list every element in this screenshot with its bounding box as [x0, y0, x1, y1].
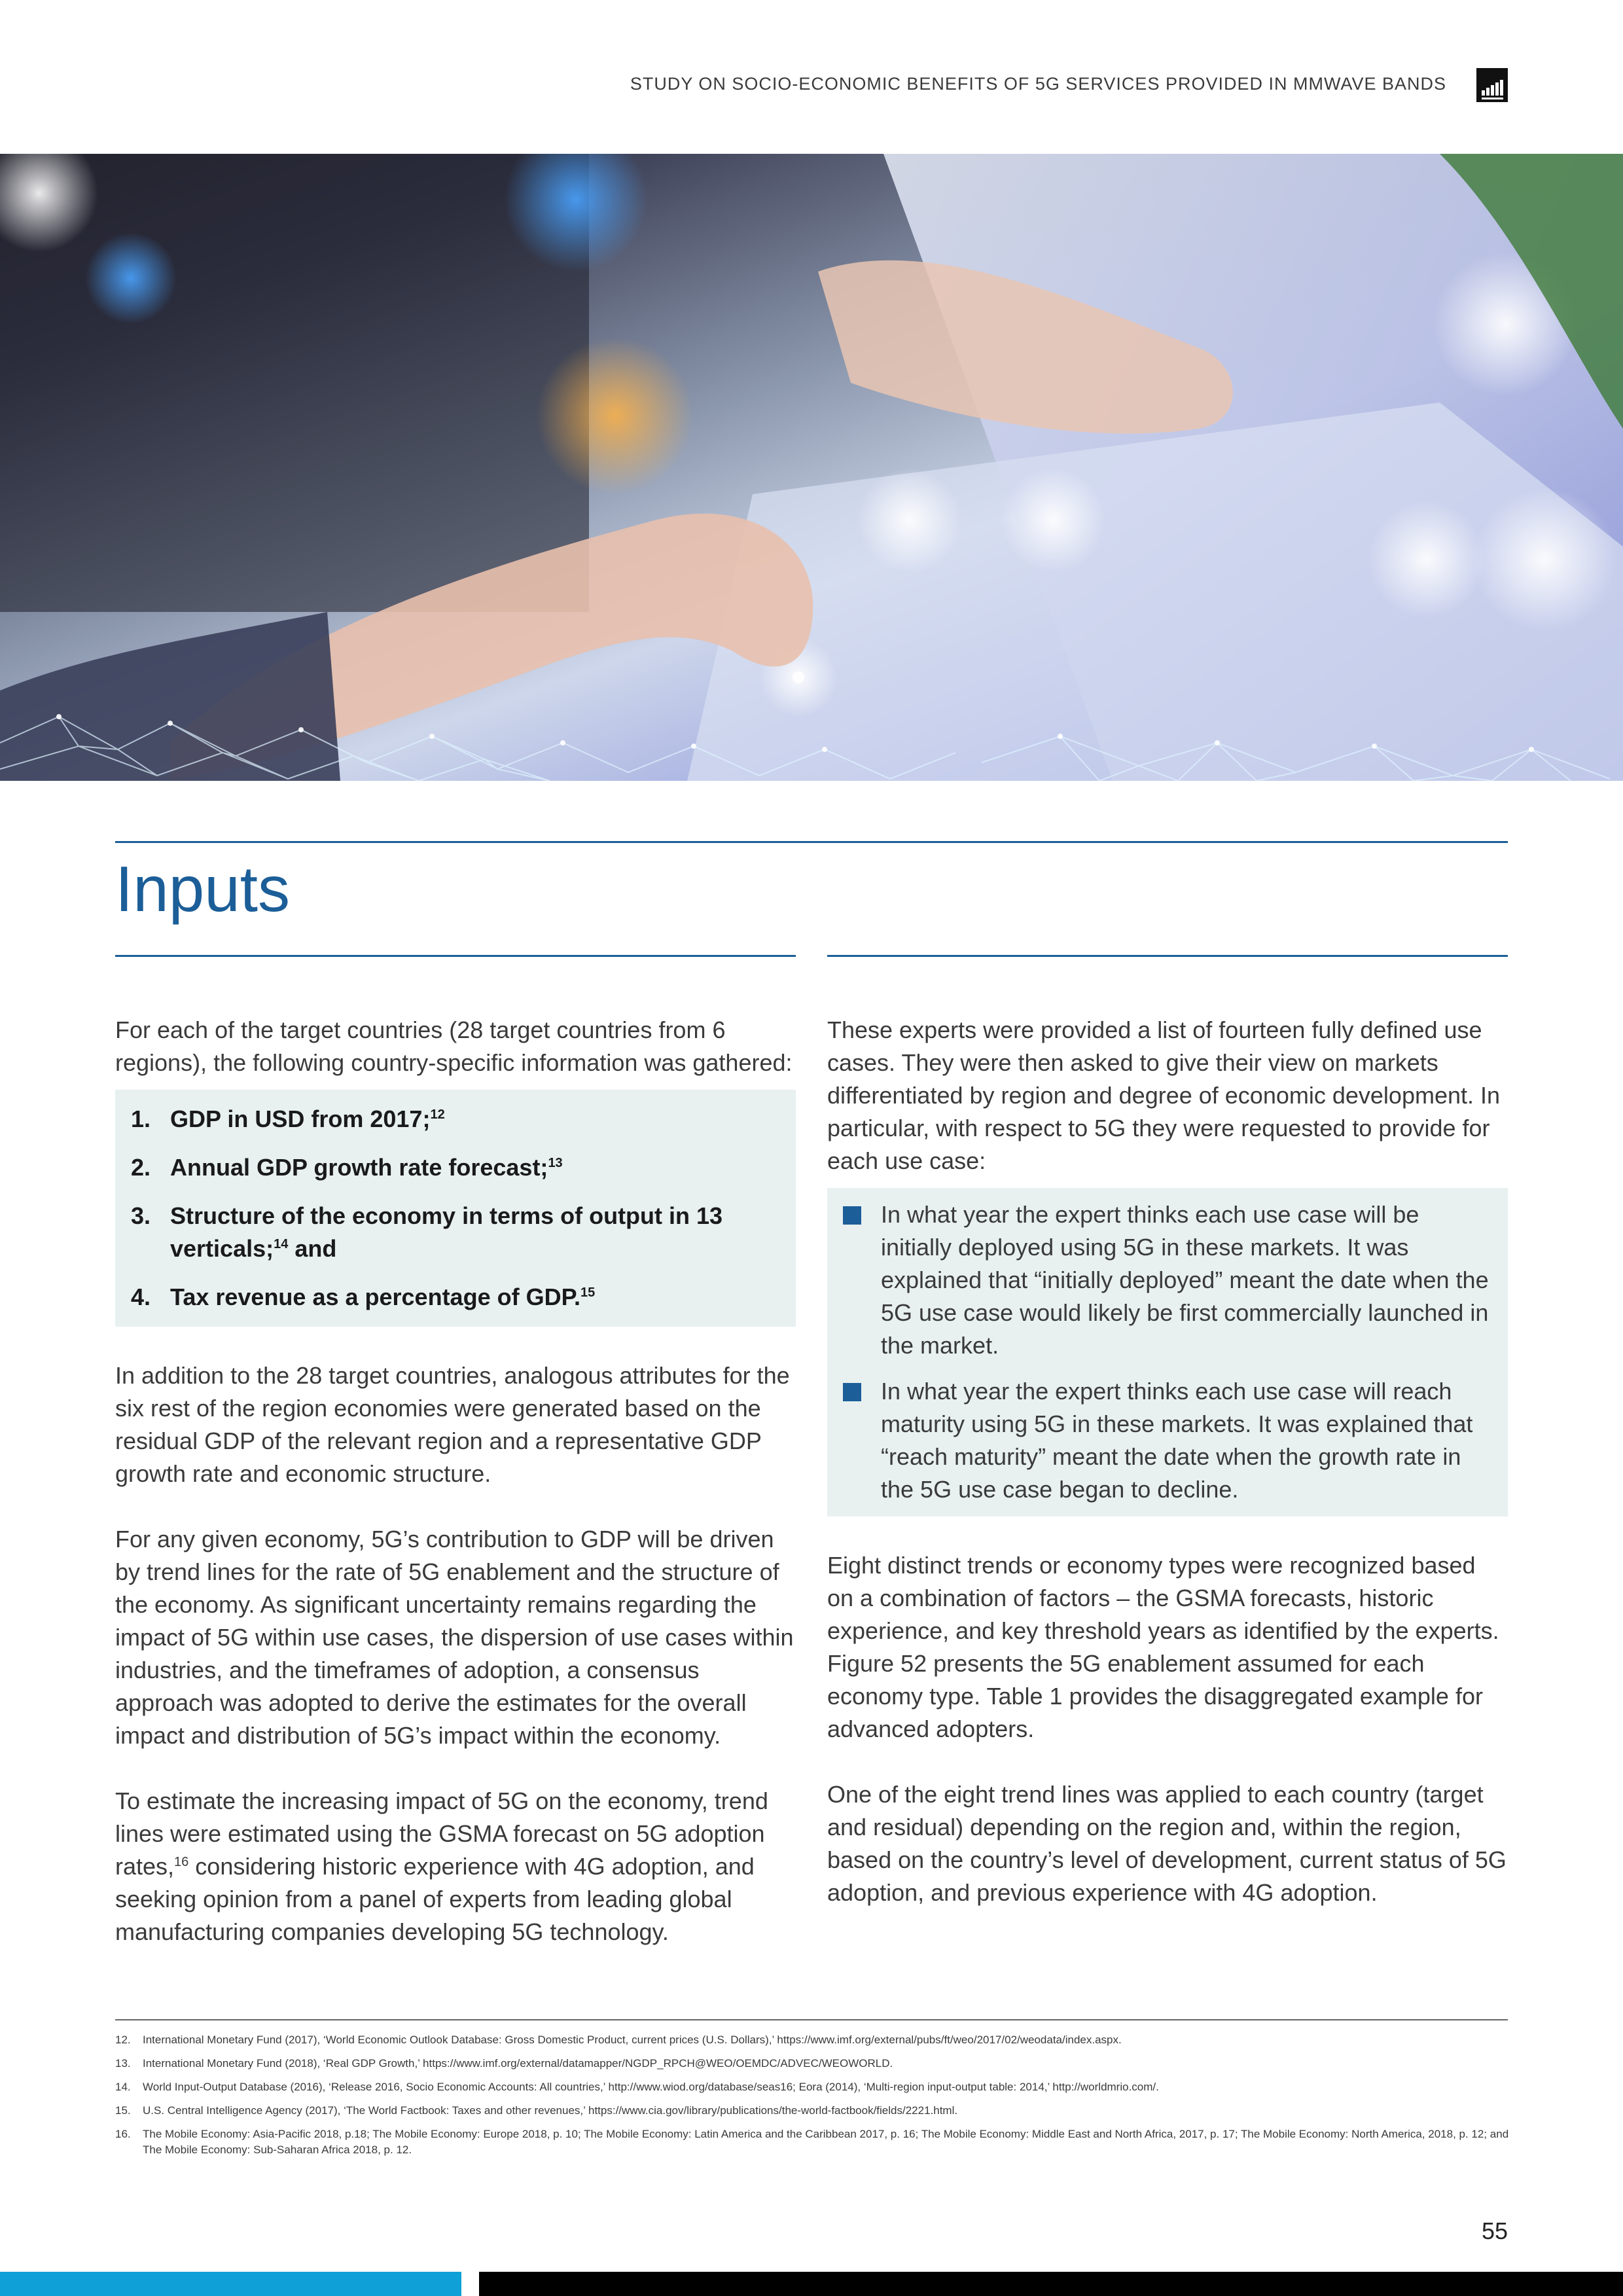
footnote-text: International Monetary Fund (2017), ‘World Economic Outlook Database: Gross Domestic Product, current prices (U.S. Dollars),’ https://www.imf.org/external/pubs/ft/weo/2017/02/weodata/index.aspx. [143, 2034, 1122, 2046]
section-title: Inputs [115, 853, 290, 925]
list-text-tail: and [288, 1235, 337, 1262]
bottom-bar-black [479, 2272, 1623, 2296]
square-bullet-icon [843, 1383, 861, 1401]
list-item [843, 1198, 1492, 1362]
bullet-list [843, 1198, 1492, 1506]
hero-photo-hands-typing-icon [0, 154, 1623, 781]
left-paragraph-1: For each of the target countries (28 target countries from 6 regions), the following country-specific information was gathered: [115, 1016, 793, 1076]
paragraph-text: considering historic experience with 4G adoption, and seeking opinion from a panel of experts from leading global manufacturing companies developing 5G technology. [115, 1853, 755, 1945]
footnote-number: 16. [115, 2128, 131, 2140]
page-number: 55 [1481, 2217, 1508, 2244]
footnote-ref: 13 [548, 1156, 563, 1170]
footnote-text: World Input-Output Database (2016), ‘Release 2016, Socio Economic Accounts: All countries,’ http://www.wiod.org/database/seas16; Eora (2014), ‘Multi-region input-output table: 2014,’ http://worldmrio.com/. [143, 2081, 1159, 2093]
right-paragraph-1: These experts were provided a list of fourteen fully defined use cases. They were then asked to give their view on markets differentiated by region and degree of economic development. In particular, with respect to 5G they were requested to provide for each use case: [827, 1016, 1501, 1174]
list-text: Structure of the economy in terms of output in 13 verticals; [170, 1202, 723, 1262]
numbered-list [131, 1103, 780, 1314]
paragraph-text: To estimate the increasing impact of 5G on the economy, trend lines were estimated using the GSMA forecast on 5G adoption rates, [115, 1787, 768, 1880]
list-item [131, 1200, 780, 1265]
bullet-list-box [827, 1188, 1508, 1516]
footnote-text: U.S. Central Intelligence Agency (2017), ‘The World Factbook: Taxes and other revenues,’ https://www.cia.gov/library/publications/the-world-factbook/fields/2221.html. [143, 2104, 958, 2117]
bullet-text: In what year the expert thinks each use case will be initially deployed using 5G in these markets. It was explained that “initially deployed” meant the date when the 5G use case would likely be first commercially launched in the market. [881, 1201, 1489, 1359]
footnote-ref: 16 [174, 1855, 189, 1869]
footnote-number: 14. [115, 2081, 131, 2093]
right-column-rule [827, 955, 1508, 957]
gsma-logo-icon [1476, 68, 1508, 102]
list-text: GDP in USD from 2017; [170, 1105, 431, 1132]
footnote [115, 2032, 1509, 2048]
list-item [131, 1281, 780, 1314]
numbered-list-box [115, 1090, 796, 1327]
left-column-rule [115, 955, 796, 957]
list-item [131, 1103, 780, 1136]
left-paragraph-4 [115, 1785, 796, 1948]
list-number: 2. [131, 1154, 151, 1181]
list-text: Tax revenue as a percentage of GDP. [170, 1283, 580, 1310]
footnote-ref: 12 [430, 1107, 445, 1122]
footnote-text: The Mobile Economy: Asia-Pacific 2018, p.18; The Mobile Economy: Europe 2018, p. 10; The Mobile Economy: Latin America and the Caribbean 2017, p. 16; The Mobile Economy: Middle East and North Africa, 2017, p. 17; The Mobile Economy: North America, 2018, p. 12; and The Mobile Economy: Sub-Saharan Africa 2018, p. 12. [143, 2128, 1509, 2156]
footnote [115, 2126, 1509, 2158]
right-column [827, 1014, 1508, 1909]
right-paragraph-2: Eight distinct trends or economy types were recognized based on a combination of factors – the GSMA forecasts, historic experience, and key threshold years as identified by the experts. Figure 52 presents the 5G enablement assumed for each economy type. Table 1 provides the disaggregated example for advanced adopters. [827, 1552, 1499, 1742]
footnote [115, 2079, 1509, 2095]
left-column [115, 1014, 796, 1948]
footnote-ref: 15 [580, 1285, 596, 1300]
left-paragraph-2: In addition to the 28 target countries, analogous attributes for the six rest of the region economies were generated based on the residual GDP of the relevant region and a representative GDP growth rate and economic structure. [115, 1362, 790, 1487]
footnote-number: 12. [115, 2034, 131, 2046]
footnotes [115, 2032, 1509, 2166]
list-item [131, 1151, 780, 1184]
footnote-number: 15. [115, 2104, 131, 2117]
title-top-rule [115, 841, 1508, 843]
footnote-text: International Monetary Fund (2018), ‘Real GDP Growth,’ https://www.imf.org/external/datamapper/NGDP_RPCH@WEO/OEMDC/ADVEC/WEOWORLD. [143, 2057, 893, 2070]
footnote [115, 2056, 1509, 2072]
list-item [843, 1375, 1492, 1506]
footnote [115, 2103, 1509, 2119]
list-number: 3. [131, 1202, 151, 1229]
footnote-rule [115, 2019, 1508, 2020]
footnote-number: 13. [115, 2057, 131, 2070]
right-paragraph-3: One of the eight trend lines was applied to each country (target and residual) depending on the region and, within the region, based on the country’s level of development, current status of 5G adoption, and previous experience with 4G adoption. [827, 1781, 1507, 1906]
footnote-ref: 14 [274, 1237, 289, 1251]
running-header: STUDY ON SOCIO-ECONOMIC BENEFITS OF 5G SERVICES PROVIDED IN MMWAVE BANDS [630, 74, 1446, 94]
list-number: 1. [131, 1105, 151, 1132]
bottom-bar-cyan [0, 2272, 461, 2296]
list-text: Annual GDP growth rate forecast; [170, 1154, 548, 1181]
hero-photo [0, 154, 1623, 781]
list-number: 4. [131, 1283, 151, 1310]
square-bullet-icon [843, 1206, 861, 1225]
bullet-text: In what year the expert thinks each use case will reach maturity using 5G in these markets. It was explained that “reach maturity” meant the date when the growth rate in the 5G use case began to decline. [881, 1378, 1473, 1503]
left-paragraph-3: For any given economy, 5G’s contribution to GDP will be driven by trend lines for the rate of 5G enablement and the structure of the economy. As significant uncertainty remains regarding the impact of 5G within use cases, the dispersion of use cases within industries, and the timeframes of adoption, a consensus approach was adopted to derive the estimates for the overall impact and distribution of 5G’s impact within the economy. [115, 1526, 794, 1749]
